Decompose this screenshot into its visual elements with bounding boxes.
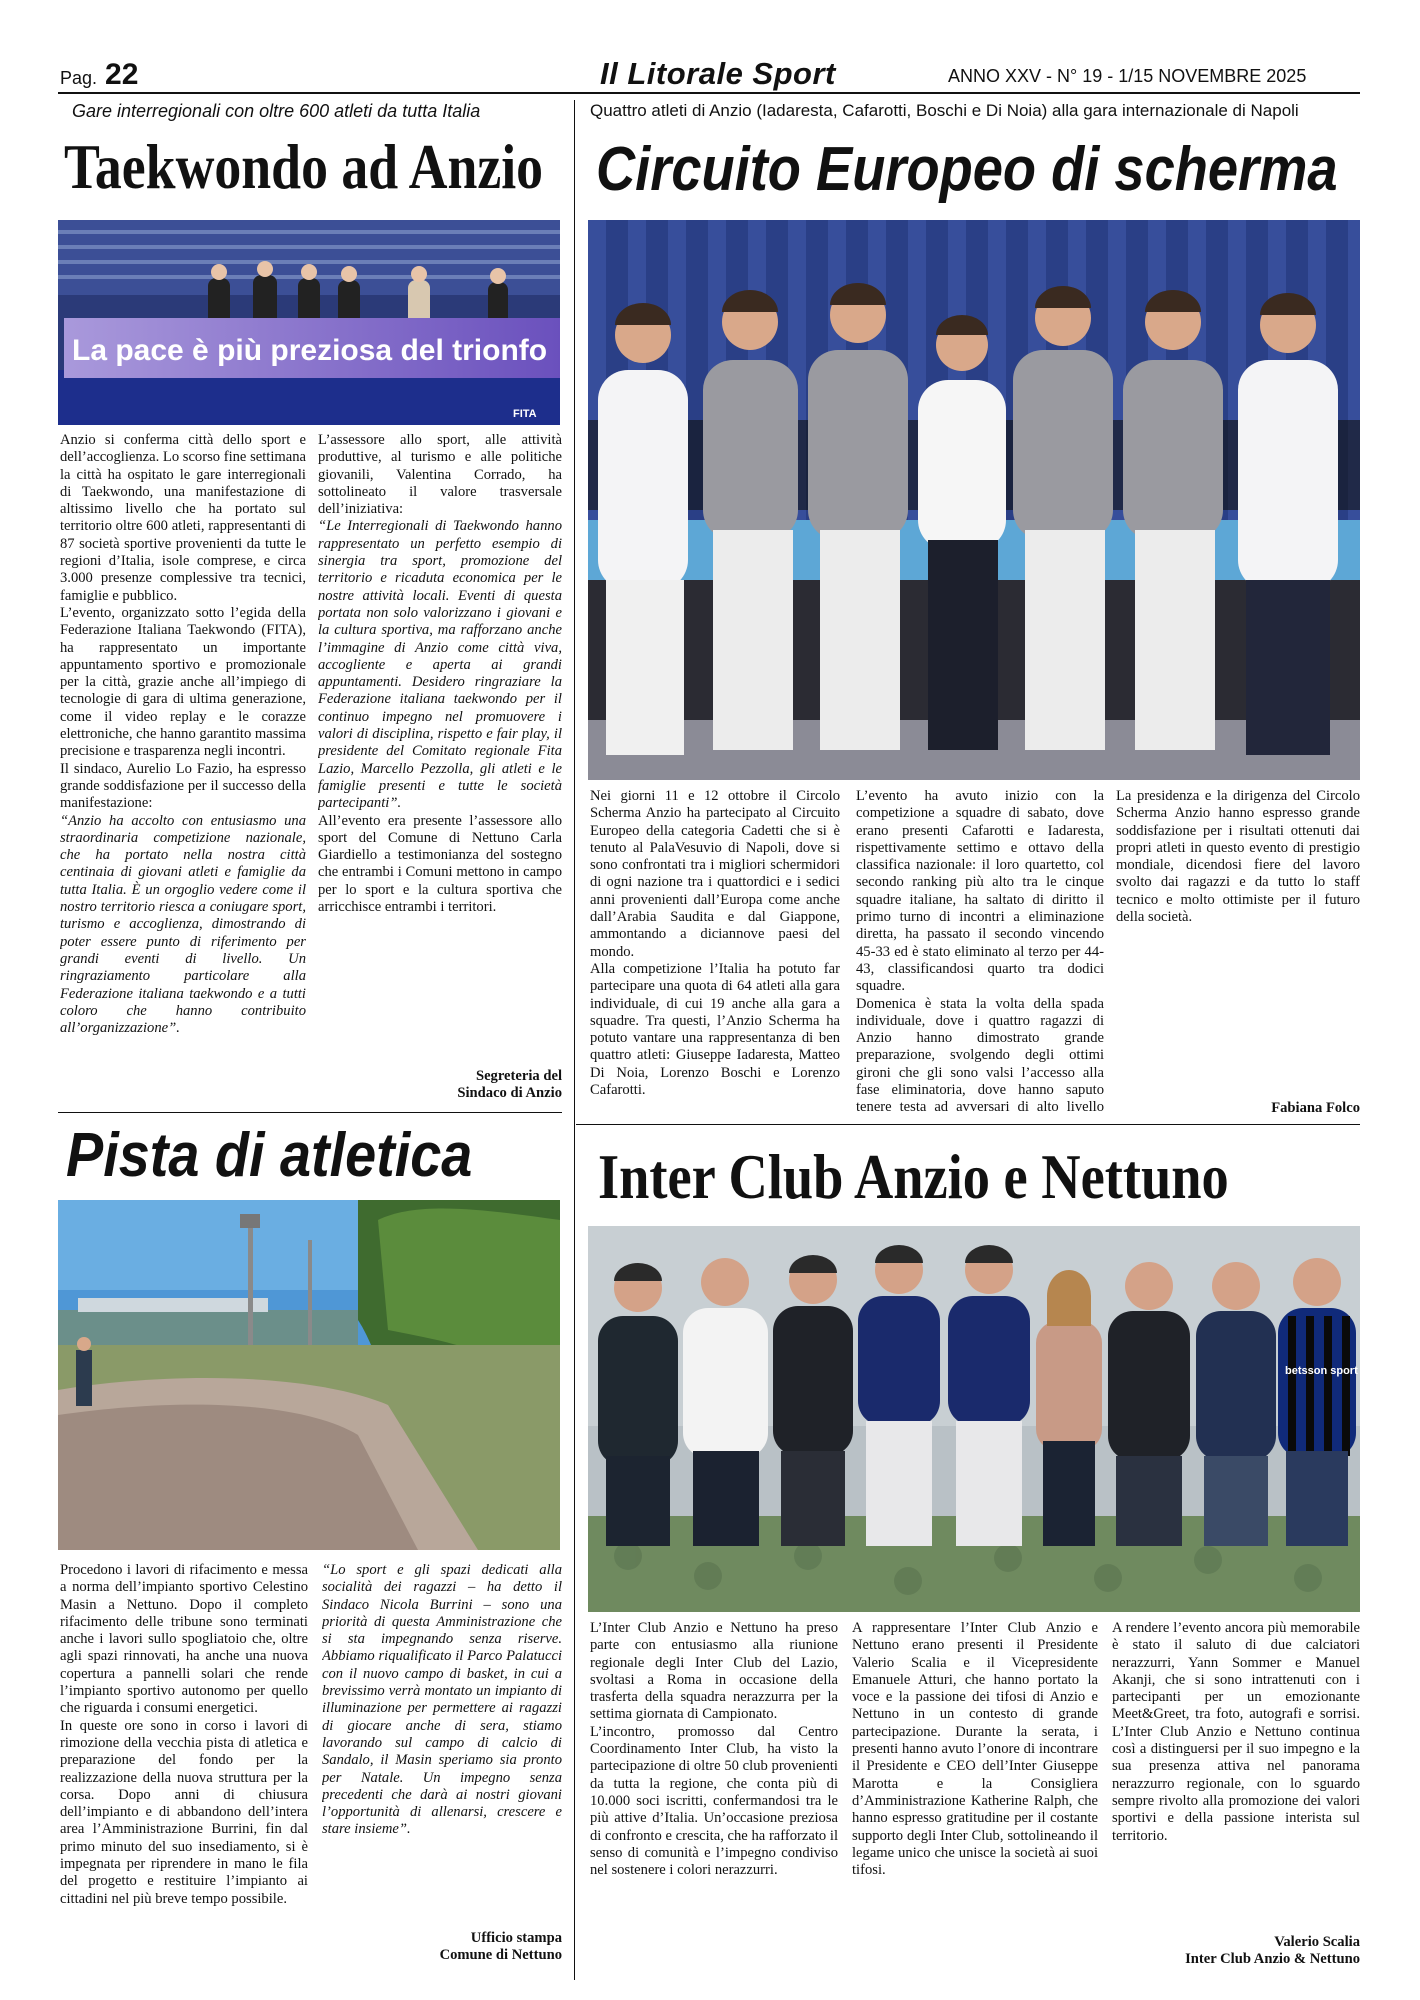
issue-info: ANNO XXV - N° 19 - 1/15 NOVEMBRE 2025 <box>948 66 1307 86</box>
inter-column-3 <box>1112 1620 1360 1930</box>
signature-line: Sindaco di Anzio <box>457 1085 562 1102</box>
signature-line: Inter Club Anzio & Nettuno <box>1185 1951 1360 1968</box>
taekwondo-quote: “Le Interregionali di Taekwondo hanno rappresentato un perfetto esempio di sinergia tra sport, promozione del territorio e ricaduta economica per le nostre attività locali. Eventi di questa portata non solo valorizzano i giovani e la cultura sportiva, ma rafforzano anche l’immagine di Anzio come città viva, accogliente e aperta ai grandi appuntamenti. Desidero ringraziare la Federazione italiana taekwondo per il continuo impegno nel promuovere i valori di disciplina, rispetto e fair play, il presidente del Comitato regionale Fita Lazio, Marcello Pezzolla, gli atleti e le famiglie presenti e tutte le società partecipanti”. <box>318 518 562 812</box>
taekwondo-column-1 <box>60 432 306 1124</box>
taekwondo-paragraph: L’evento, organizzato sotto l’egida della Federazione Italiana Taekwondo (FITA), ha rappresentato un importante appuntamento sportivo e promozionale per la città, grazie anche all’impiego di tecnologie di gara di ultima generazione, come il video replay e le corazze elettroniche, che hanno garantito massima precisione e trasparenza negli incontri. <box>60 604 306 760</box>
taekwondo-title: Taekwondo ad Anzio <box>64 131 544 202</box>
inter-title: Inter Club Anzio e Nettuno <box>598 1141 1229 1212</box>
scherma-column-3 <box>1116 788 1360 1100</box>
page-number <box>60 58 138 92</box>
inter-column-2 <box>852 1620 1098 1968</box>
scherma-column-2 <box>856 788 1104 1118</box>
taekwondo-column-2 <box>318 432 562 1086</box>
inter-signature <box>1112 1934 1360 1969</box>
taekwondo-kicker: Gare interregionali con oltre 600 atleti da tutta Italia <box>72 101 481 121</box>
signature-line: Valerio Scalia <box>1274 1934 1360 1950</box>
signature-line: Ufficio stampa <box>470 1930 562 1946</box>
inter-paragraph: L’Inter Club Anzio e Nettuno ha preso parte con entusiasmo alla riunione regionale degli Inter Club del Lazio, svoltasi a Roma in occasione della trasferta della squadra nerazzurra per la settima giornata di Campionato. <box>590 1620 838 1723</box>
scherma-paragraph: L’evento ha avuto inizio con la competizione a squadre di sabato, dove erano presenti Cafarotti e Iadaresta, rispettivamente settimo e ottavo della classifica nazionale: il loro quartetto, col secondo ranking più alto tra le cinque squadre italiane, ha saltato di diritto il primo turno di incontri a eliminazione diretta, ha passato il secondo vincendo 45-33 ed è stato eliminato al terzo per 44-43, classificandosi quarto tra dodici squadre. <box>856 788 1104 995</box>
pista-column-1 <box>60 1562 308 1968</box>
scherma-paragraph: Alla competizione l’Italia ha potuto far partecipare una quota di 64 atleti alla gara individuale, di cui 19 anche alla gara a squadre. Tra questi, l’Anzio Scherma ha potuto vantare una rappresentanza di ben quattro atleti: Giuseppe Iadaresta, Matteo Di Noia, Lorenzo Boschi e Lorenzo Cafarotti. <box>590 960 840 1099</box>
taekwondo-paragraph: Anzio si conferma città dello sport e dell’accoglienza. Lo scorso fine settimana la città ha ospitato le gare interregionali di Taekwondo, una manifestazione di altissimo livello che ha portato sul territorio oltre 600 atleti, rappresentanti di 87 società sportive provenienti da tutte le regioni d’Italia, isole comprese, e circa 3.000 presenze complessive tra tecnici, famiglie e pubblico. <box>60 432 306 604</box>
scherma-paragraph: La presidenza e la dirigenza del Circolo Scherma Anzio hanno espresso grande soddisfazione per i risultati ottenuti dai propri atleti in questo evento di prestigio mondiale, dicendosi fiere del lavoro svolto dai ragazzi e da tutto lo staff tecnico e molto ottimiste per il futuro della società. <box>1116 788 1360 926</box>
taekwondo-paragraph: L’assessore allo sport, alle attività produttive, al turismo e alle politiche giovanili, Valentina Corrado, ha sottolineato il valore trasversale dell’iniziativa: <box>318 432 562 518</box>
scherma-title: Circuito Europeo di scherma <box>596 135 1338 204</box>
scherma-paragraph: Nei giorni 11 e 12 ottobre il Circolo Scherma Anzio ha partecipato al Circuito Europeo della categoria Cadetti che si è tenuto al PalaVesuvio di Napoli, dove si sono confrontati tra i migliori schermidori di ogni nazione tra i quattordici e i sedici anni provenienti dall’Europa come anche dall’Arabia Saudita e dal Giappone, ammontando a diciannove paesi del mondo. <box>590 788 840 960</box>
scherma-photo <box>588 220 1360 780</box>
pista-photo <box>58 1200 560 1550</box>
masthead: Il Litorale Sport <box>600 56 836 91</box>
scherma-paragraph: Domenica è stata la volta della spada individuale, dove i quattro ragazzi di Anzio hanno dimostrato grande preparazione, svolgendo degli ottimi gironi che gli sono valsi l’accesso alla fase eliminatoria, dove hanno saputo tenere testa ad avversari di alto livello <box>856 995 1104 1116</box>
inter-column-1 <box>590 1620 838 1968</box>
banner-text: La pace è più preziosa del trionfo <box>72 334 548 367</box>
section-rule <box>58 1112 562 1113</box>
header-rule <box>58 92 1360 94</box>
pista-title: Pista di atletica <box>66 1121 473 1190</box>
pista-paragraph: In queste ore sono in corso i lavori di rimozione della vecchia pista di atletica e preparazione del fondo per la realizzazione della nuova struttura per la corsa. Dopo anni di chiusura dell’impianto e di abbandono dell’intera area l’Amministrazione Burrini, fin dal primo minuto del suo insediamento, si è impegnata per riprendere in mano le fila del progetto e restituire l’impianto ai cittadini nel più breve tempo possibile. <box>60 1717 308 1907</box>
column-separator <box>574 100 575 1980</box>
inter-paragraph: A rappresentare l’Inter Club Anzio e Nettuno erano presenti il Presidente Valerio Scalia e il Vicepresidente Emanuele Atturi, che hanno portato la voce e la passione dei tifosi di Anzio e Nettuno in un contesto di grande partecipazione. Durante la serata, i presenti hanno avuto l’onore di incontrare il Presidente e CEO dell’Inter Giuseppe Marotta e la Consigliera d’Amministrazione Katherine Ralph, che hanno espresso gratitudine per il costante supporto degli Inter Club, sottolineando il legame unico che unisce la società ai suoi tifosi. <box>852 1620 1098 1879</box>
shirt-sponsor: betsson sport <box>1285 1365 1358 1377</box>
section-rule <box>576 1124 1360 1125</box>
scherma-signature: Fabiana Folco <box>1271 1100 1360 1116</box>
taekwondo-paragraph: Il sindaco, Aurelio Lo Fazio, ha espresso grande soddisfazione per il successo della manifestazione: <box>60 760 306 812</box>
fita-logo-text: FITA <box>513 408 537 420</box>
taekwondo-signature <box>318 1068 562 1103</box>
taekwondo-photo <box>58 220 560 425</box>
page-number-value: 22 <box>105 58 139 91</box>
inter-paragraph: L’incontro, promosso dal Centro Coordinamento Inter Club, ha visto la partecipazione di oltre 50 club provenienti da tutta la regione, che conta più di 10.000 soci iscritti, confermandosi tra le più attive d’Italia. Un’occasione preziosa di confronto e crescita, che ha rafforzato il senso di comunità e l’impegno condiviso nel sostenere i colori nerazzurri. <box>590 1723 838 1879</box>
pista-paragraph: Procedono i lavori di rifacimento e messa a norma dell’impianto sportivo Celestino Masin a Nettuno. Dopo il completo rifacimento delle tribune sono terminati anche i lavori sullo spogliatoio che, oltre agli spazi rinnovati, ha anche una nuova copertura a pannelli solari che rende l’impianto sportivo autonomo per quello che riguarda i consumi energetici. <box>60 1562 308 1717</box>
signature-line: Segreteria del <box>475 1068 562 1084</box>
taekwondo-quote: “Anzio ha accolto con entusiasmo una straordinaria competizione nazionale, che ha portato nella nostra città centinaia di giovani atleti e famiglie da tutta Italia. È un orgoglio vedere come il nostro territorio riesca a coniugare sport, turismo e accoglienza, dimostrando di poter essere punto di riferimento per grandi eventi di livello. Un ringraziamento particolare alla Federazione italiana taekwondo e a tutti coloro che hanno contribuito all’organizzazione”. <box>60 812 306 1037</box>
signature-line: Comune di Nettuno <box>439 1947 562 1964</box>
pista-signature <box>322 1930 562 1965</box>
page-label: Pag. <box>60 68 98 88</box>
scherma-column-1 <box>590 788 840 1118</box>
inter-photo <box>588 1226 1360 1612</box>
inter-paragraph: A rendere l’evento ancora più memorabile è stato il saluto di due calciatori nerazzurri, Yann Sommer e Manuel Akanji, che si sono intrattenuti con i partecipanti per un emozionante Meet&Greet, tra foto, autografi e sorrisi. L’Inter Club Anzio e Nettuno continua così a distinguersi per il suo impegno e la sua presenza attiva nel panorama nerazzurro regionale, con lo sguardo sempre rivolto alla promozione dei valori sportivi e della passione interista sul territorio. <box>1112 1620 1360 1844</box>
pista-quote: “Lo sport e gli spazi dedicati alla socialità dei ragazzi – ha detto il Sindaco Nicola Burrini – sono una priorità di questa Amministrazione che si sta impegnando senza riserve. Abbiamo riqualificato il Parco Palatucci con il nuovo campo di basket, in cui a brevissimo verrà montato un impianto di illuminazione per permettere ai ragazzi di giocare anche di sera, stiamo lavorando sul campo di calcio di Sandalo, il Masin speriamo sia pronto per Natale. Un impegno senza precedenti che darà ai nostri giovani l’opportunità di allenarsi, crescere e stare insieme”. <box>322 1562 562 1838</box>
pista-column-2 <box>322 1562 562 1926</box>
scherma-kicker: Quattro atleti di Anzio (Iadaresta, Cafarotti, Boschi e Di Noia) alla gara internazionale di Napoli <box>590 101 1299 120</box>
taekwondo-paragraph: All’evento era presente l’assessore allo sport del Comune di Nettuno Carla Giardiello a testimonianza del sostegno che entrambi i Comuni mettono in campo per lo sport e la cultura sportiva che arricchisce entrambi i territori. <box>318 812 562 916</box>
